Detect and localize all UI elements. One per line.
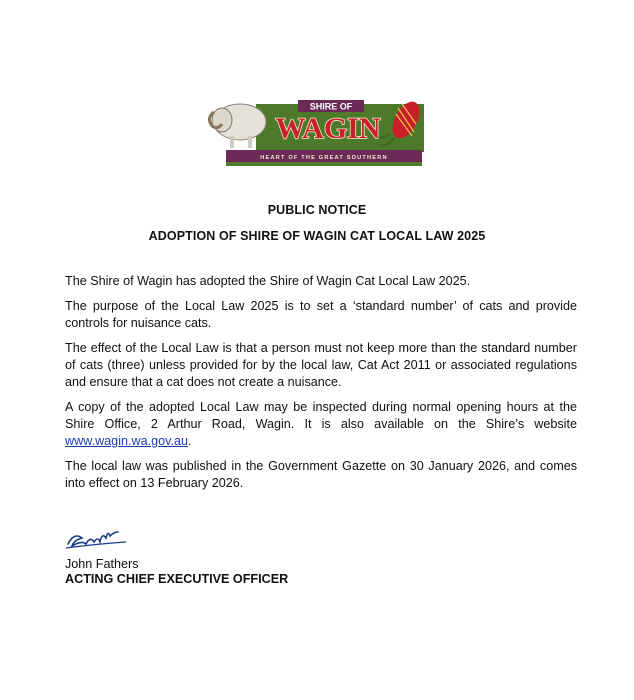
paragraph-gazette: The local law was published in the Government Gazette on 30 January 2026, and comes into effect on 13 February 2026. [65, 459, 577, 490]
logo-tagline: HEART OF THE GREAT SOUTHERN [260, 155, 388, 161]
notice-body [65, 273, 577, 500]
inspection-text-end: . [187, 434, 192, 448]
paragraph-purpose: The purpose of the Local Law 2025 is to set a ‘standard number’ of cats and provide controls for nuisance cats. [65, 299, 577, 330]
inspection-text: A copy of the adopted Local Law may be inspected during normal opening hours at the Shire Office, 2 Arthur Road, Wagin. It is also available on the Shire’s website [65, 400, 577, 431]
handwritten-signature [64, 526, 128, 552]
notice-title: ADOPTION OF SHIRE OF WAGIN CAT LOCAL LAW 2025 [148, 229, 486, 243]
paragraph-inspection [65, 399, 577, 450]
paragraph-effect: The effect of the Local Law is that a person must not keep more than the standard number of cats (three) unless provided for by the local law, Cat Act 2011 or associated regulations and ensure that a cat does not create a nuisance. [65, 341, 577, 389]
public-notice-heading: PUBLIC NOTICE [267, 203, 367, 217]
logo-main-text: WAGIN [275, 112, 381, 145]
paragraph-adoption: The Shire of Wagin has adopted the Shire of Wagin Cat Local Law 2025. [65, 274, 471, 288]
signer-title: ACTING CHIEF EXECUTIVE OFFICER [65, 572, 289, 586]
shire-website-link[interactable]: www.wagin.wa.gov.au [65, 434, 188, 448]
logo-top-text: SHIRE OF [309, 101, 353, 112]
shire-of-wagin-logo [200, 90, 440, 170]
signer-name: John Fathers [65, 557, 139, 571]
